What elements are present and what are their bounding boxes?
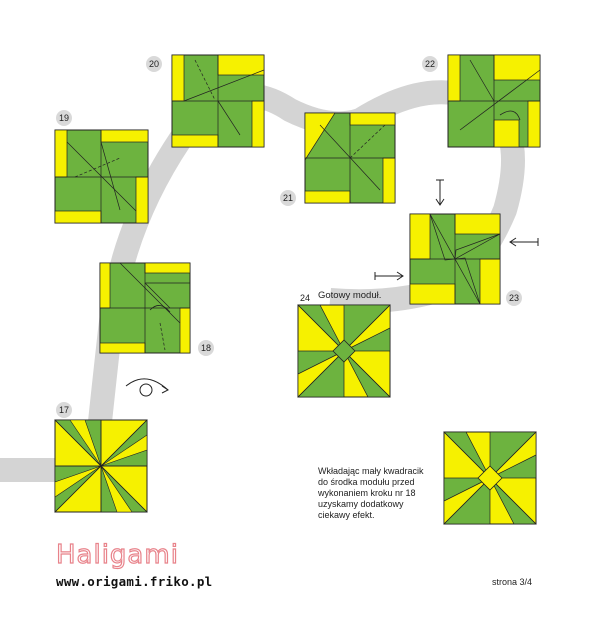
module-variant [444,432,536,524]
website-link[interactable]: www.origami.friko.pl [56,574,213,589]
step-number-21: 21 [280,190,296,206]
step-number-18: 18 [198,340,214,356]
module-step-21 [305,113,395,203]
module-step-17 [55,420,147,512]
module-step-19 [55,130,148,223]
module-step-22 [448,55,540,147]
hint-line: do środka modułu przed [318,477,415,487]
ready-module-caption: Gotowy moduł. [318,290,382,301]
step-number-23: 23 [506,290,522,306]
hint-line: uzyskamy dodatkowy [318,499,404,509]
hint-line: ciekawy efekt. [318,510,375,520]
brand-logo: Haligami [56,540,179,570]
variant-hint-text [318,466,433,521]
step-number-20: 20 [146,56,162,72]
step-number-19: 19 [56,110,72,126]
step-number-22: 22 [422,56,438,72]
module-step-20 [172,55,264,147]
turn-over-icon [126,379,168,396]
page-number: strona 3/4 [492,577,533,587]
hint-line: wykonaniem kroku nr 18 [318,488,416,498]
step-number-17: 17 [56,402,72,418]
step-number-24: 24 [300,293,311,303]
hint-line: Wkładając mały kwadracik [318,466,424,476]
module-step-23 [410,214,500,304]
module-step-24 [298,305,390,397]
module-step-18 [100,263,190,353]
